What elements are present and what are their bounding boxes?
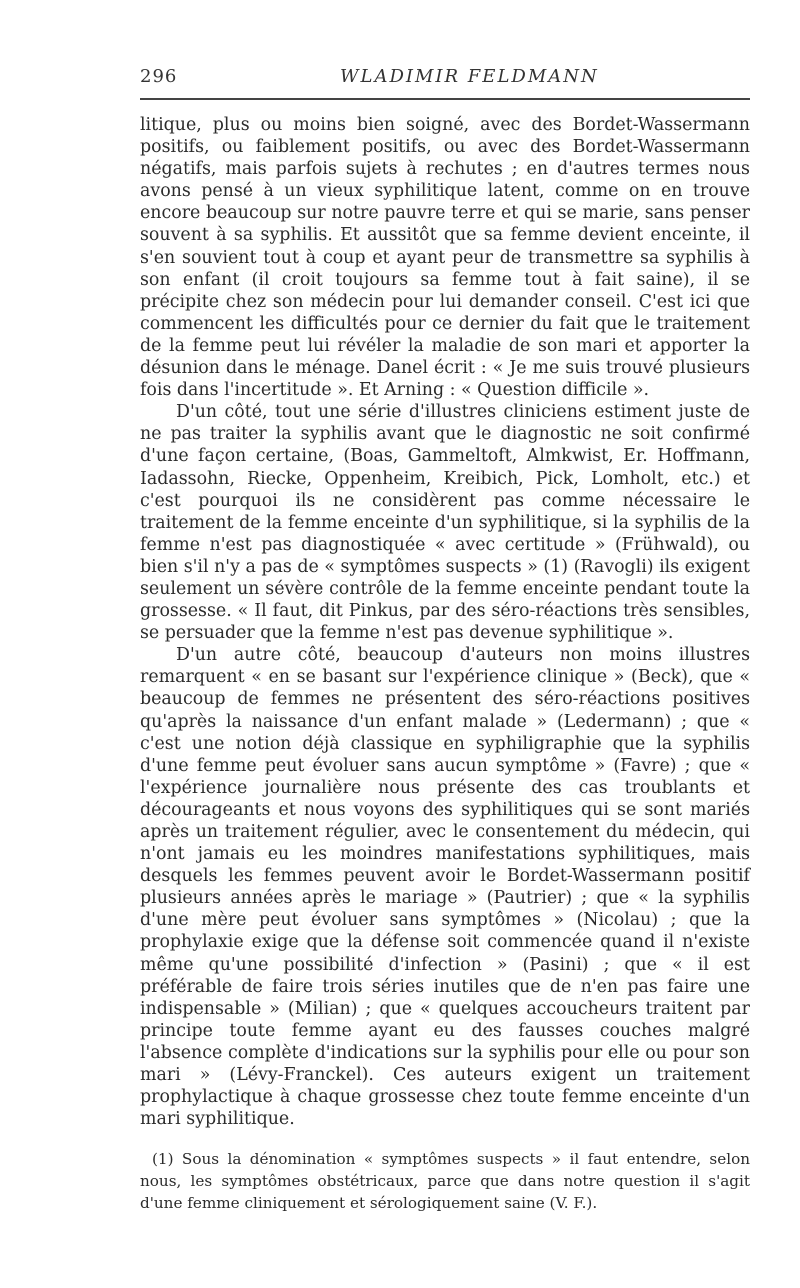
book-page [140, 60, 750, 1214]
header-rule [140, 98, 750, 100]
running-title: WLADIMIR FELDMANN [340, 66, 599, 87]
paragraph: litique, plus ou moins bien soigné, avec des Bordet-Wassermann positifs, ou faiblement positifs, ou avec des Bordet-Wassermann négatifs, mais parfois sujets à rechutes ; en d'autres termes nous avons pensé à un vieux syphilitique latent, comme on en trouve encore beaucoup sur notre pauvre terre et qui se marie, sans penser souvent à sa syphilis. Et aussitôt que sa femme devient enceinte, il s'en souvient tout à coup et ayant peur de transmettre sa syphilis à son enfant (il croit toujours sa femme tout à fait saine), il se précipite chez son médecin pour lui demander conseil. C'est ici que commencent les difficultés pour ce dernier du fait que le traitement de la femme peut lui révéler la maladie de son mari et apporter la désunion dans le ménage. Danel écrit : « Je me suis trouvé plusieurs fois dans l'incertitude ». Et Arning : « Question difficile ». [140, 115, 750, 401]
footnote-text: (1) Sous la dénomination « symptômes suspects » il faut entendre, selon nous, les symptômes obstétricaux, parce que dans notre question il s'agit d'une femme cliniquement et sérologiquement saine (V. F.). [140, 1150, 750, 1213]
paragraph: D'un autre côté, beaucoup d'auteurs non moins illustres remarquent « en se basant sur l'expérience clinique » (Beck), que « beaucoup de femmes ne présentent des séro-réactions positives qu'après la naissance d'un enfant malade » (Ledermann) ; que « c'est une notion déjà classique en syphiligraphie que la syphilis d'une femme peut évoluer sans aucun symptôme » (Favre) ; que « l'expérience journalière nous présente des cas troublants et décourageants et nous voyons des syphilitiques qui se sont mariés après un traitement régulier, avec le consentement du médecin, qui n'ont jamais eu les moindres manifestations syphilitiques, mais desquels les femmes peuvent avoir le Bordet-Wassermann positif plusieurs années après le mariage » (Pautrier) ; que « la syphilis d'une mère peut évoluer sans symptômes » (Nicolau) ; que la prophylaxie exige que la défense soit commencée quand il n'existe même qu'une possibilité d'infection » (Pasini) ; que « il est préférable de faire trois séries inutiles que de n'en pas faire une indispensable » (Milian) ; que « quelques accoucheurs traitent par principe toute femme ayant eu des fausses couches malgré l'absence complète d'indications sur la syphilis pour elle ou pour son mari » (Lévy-Franckel). Ces auteurs exigent un traitement prophylactique à chaque grossesse chez toute femme enceinte d'un mari syphilitique. [140, 645, 750, 1130]
page-number: 296 [140, 66, 178, 87]
body-text [140, 114, 750, 1130]
paragraph: D'un côté, tout une série d'illustres cliniciens estiment juste de ne pas traiter la syphilis avant que le diagnostic ne soit confirmé d'une façon certaine, (Boas, Gammeltoft, Almkwist, Er. Hoffmann, Iadassohn, Riecke, Oppenheim, Kreibich, Pick, Lomholt, etc.) et c'est pourquoi ils ne considèrent pas comme nécessaire le traitement de la femme enceinte d'un syphilitique, si la syphilis de la femme n'est pas diagnostiquée « avec certitude » (Frühwald), ou bien s'il n'y a pas de « symptômes suspects » (1) (Ravogli) ils exigent seulement un sévère contrôle de la femme enceinte pendant toute la grossesse. « Il faut, dit Pinkus, par des séro-réactions très sensibles, se persuader que la femme n'est pas devenue syphilitique ». [140, 402, 750, 644]
running-head [140, 60, 750, 90]
footnote [140, 1148, 750, 1214]
